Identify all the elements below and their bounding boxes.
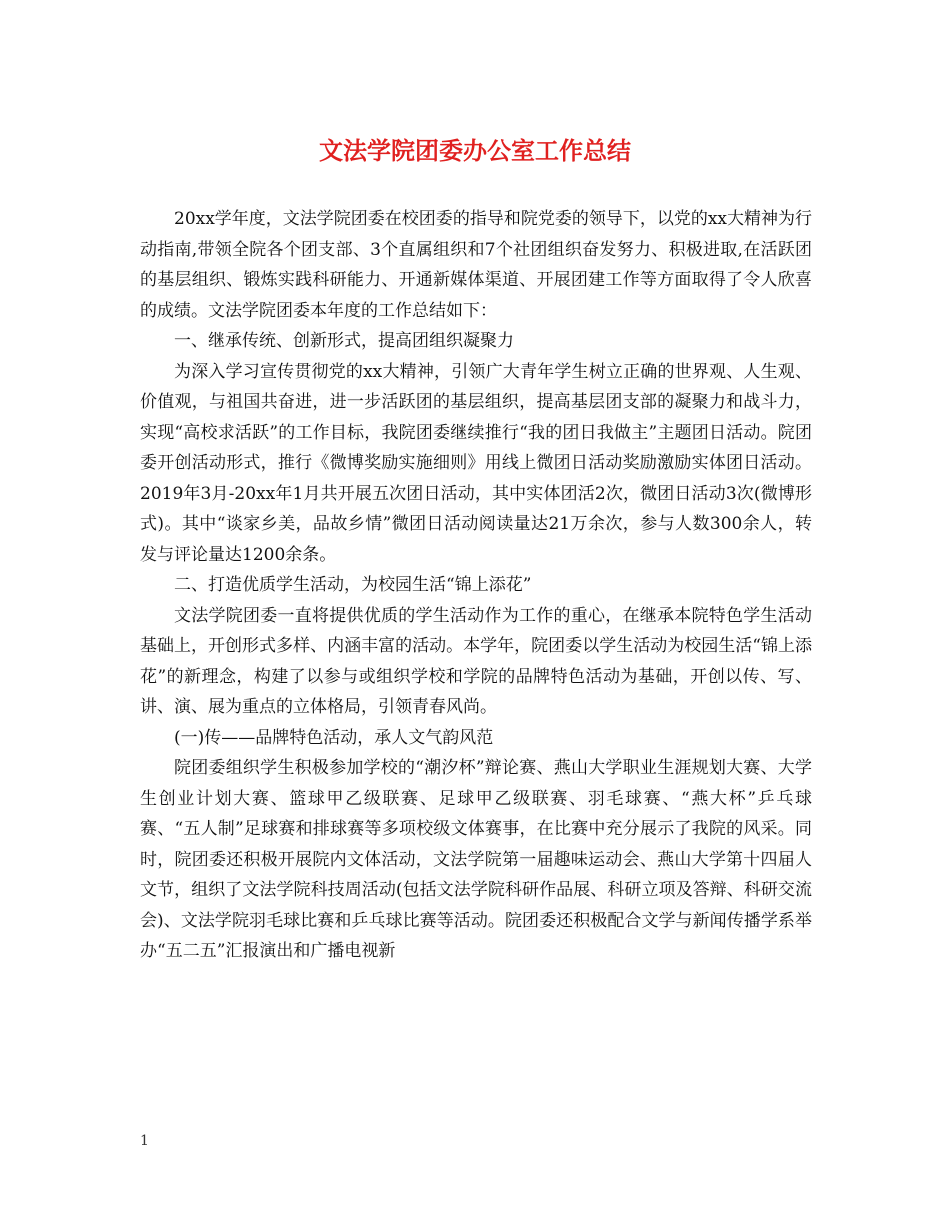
document-title: 文法学院团委办公室工作总结 [319, 136, 631, 165]
subsection-heading-1: (一)传——品牌特色活动，承人文气韵风范 [174, 727, 494, 748]
body-paragraph: 院团委组织学生积极参加学校的“潮汐杯”辩论赛、燕山大学职业生涯规划大赛、大学生创业计划大赛、篮球甲乙级联赛、足球甲乙级联赛、羽毛球赛、“燕大杯”乒乓球赛、“五人制”足球赛和排球赛等多项校级文体赛事，在比赛中充分展示了我院的风采。同时，院团委还积极开展院内文体活动，文法学院第一届趣味运动会、燕山大学第十四届人文节，组织了文法学院科技周活动(包括文法学院科研作品展、科研立项及答辩、科研交流会)、文法学院羽毛球比赛和乒乓球比赛等活动。院团委还积极配合文学与新闻传播学系举办“五二五”汇报演出和广播电视新 [140, 758, 812, 961]
section-heading-2: 二、打造优质学生活动，为校园生活“锦上添花” [174, 575, 532, 595]
body-paragraph: 文法学院团委一直将提供优质的学生活动作为工作的重心，在继承本院特色学生活动基础上，开创形式多样、内涵丰富的活动。本学年，院团委以学生活动为校园生活“锦上添花”的新理念，构建了以参与或组织学校和学院的品牌特色活动为基础，开创以传、写、讲、演、展为重点的立体格局，引领青春风尚。 [140, 605, 812, 717]
body-paragraph: 为深入学习宣传贯彻党的xx大精神，引领广大青年学生树立正确的世界观、人生观、价值观，与祖国共奋进，进一步活跃团的基层组织，提高基层团支部的凝聚力和战斗力，实现“高校求活跃”的工作目标，我院团委继续推行“我的团日我做主”主题团日活动。院团委开创活动形式，推行《微博奖励实施细则》用线上微团日活动奖励激励实体团日活动。2019年3月-20xx年1月共开展五次团日活动，其中实体团活2次，微团日活动3次(微博形式)。其中“谈家乡美，品故乡情”微团日活动阅读量达21万余次，参与人数300余人，转发与评论量达1200余条。 [140, 361, 812, 565]
document-body [140, 204, 812, 967]
section-heading-1: 一、继承传统、创新形式，提高团组织凝聚力 [174, 331, 514, 351]
intro-paragraph: 20xx学年度，文法学院团委在校团委的指导和院党委的领导下，以党的xx大精神为行动指南,带领全院各个团支部、3个直属组织和7个社团组织奋发努力、积极进取,在活跃团的基层组织、锻炼实践科研能力、开通新媒体渠道、开展团建工作等方面取得了令人欣喜的成绩。文法学院团委本年度的工作总结如下： [140, 209, 812, 321]
page-number: 1 [140, 1133, 149, 1149]
